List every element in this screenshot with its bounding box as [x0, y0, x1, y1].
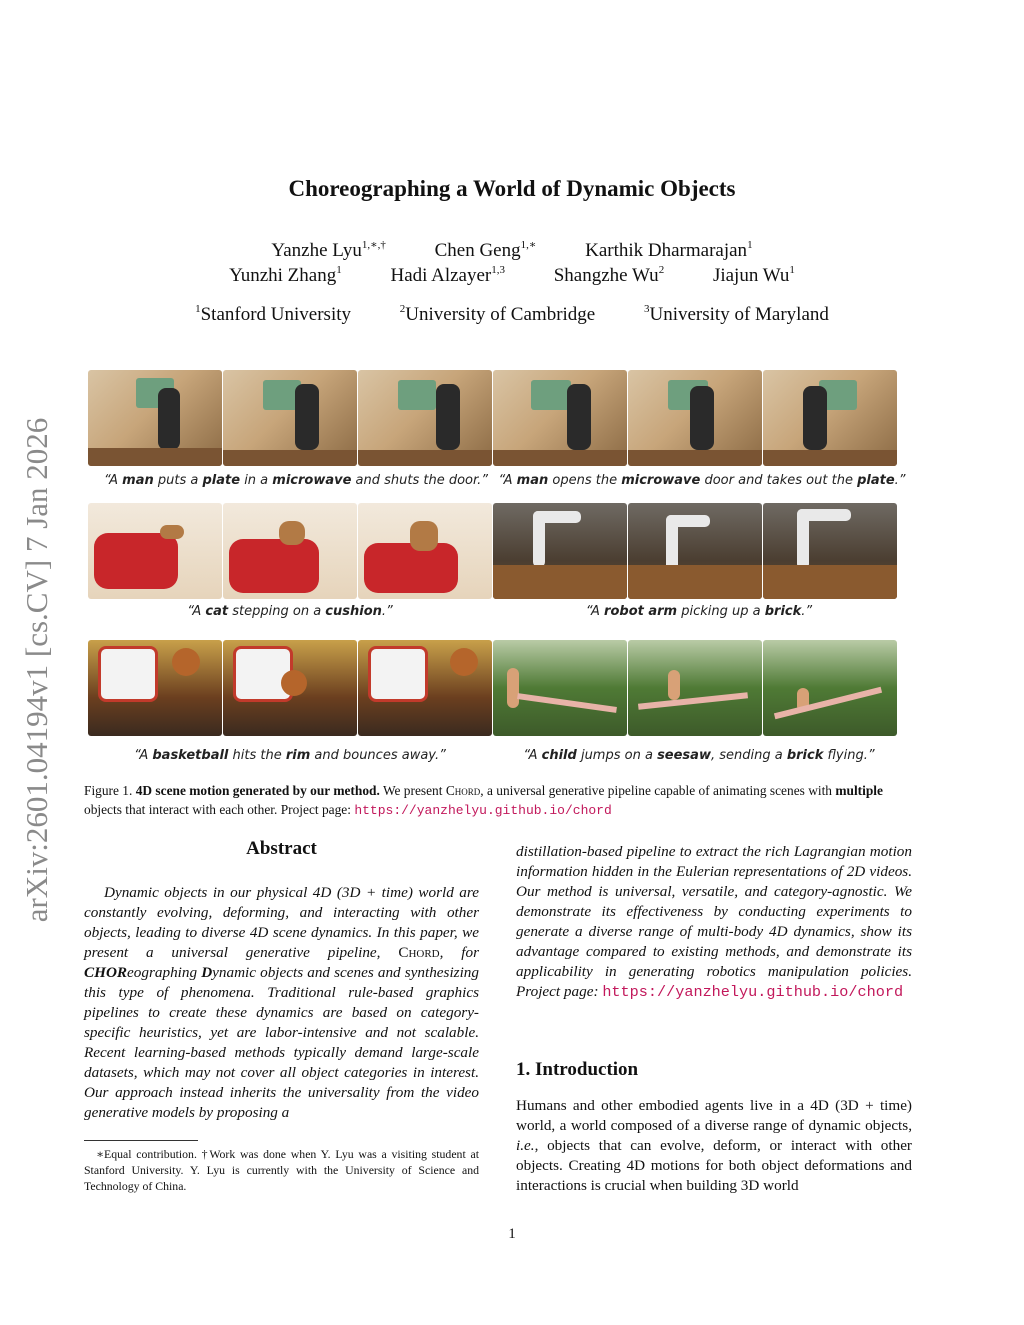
authors-row-2	[0, 265, 1024, 287]
microwave-frame	[493, 370, 627, 466]
author: Yunzhi Zhang$^1$	[229, 264, 342, 286]
microwave-frame	[88, 370, 222, 466]
abstract-text: Dynamic objects in our physical 4D (3D + time) world are constantly evolving, deforming, and interacting with other objects, leading to diverse 4D scene dynamics. In this paper, we present a universal generative pipeline, Chord, for CHOReographing Dynamic objects and scenes and synthesizing this type of phenomena. Traditional rule-based graphics pipelines to create these dynamics are based on category-specific heuristics, yet are labor-intensive and not scalable. Recent learning-based methods typically demand large-scale datasets, which may not cover all object categories in interest. Our approach instead inherits the universality from the video generative models by proposing a	[84, 884, 479, 1121]
caption-seesaw: “A child jumps on a seesaw, sending a brick flying.”	[523, 748, 875, 763]
author: Karthik Dharmarajan$^1$	[585, 239, 753, 261]
affiliations: $^1$Stanford University $^2$University of Cambridge $^3$University of Maryland	[195, 303, 829, 325]
caption-basketball: “A basketball hits the rim and bounces away.”	[134, 748, 446, 763]
introduction-text: Humans and other embodied agents live in a 4D (3D + time) world, a world composed of a diverse range of dynamic objects, i.e., objects that can evolve, deform, or interact with other objects. Creating 4D motions for both object deformations and interactions is crucial when building 3D world	[516, 1097, 912, 1194]
paper-title: Choreographing a World of Dynamic Objects	[288, 176, 736, 201]
arxiv-identifier: arXiv:2601.04194v1 [cs.CV] 7 Jan 2026	[19, 417, 54, 923]
figure-row-microwave	[88, 370, 897, 466]
microwave-frame	[358, 370, 492, 466]
figure-row-cat-robot	[88, 503, 897, 599]
page-number: 1	[508, 1226, 516, 1242]
basketball-frame	[88, 640, 222, 736]
author: Jiajun Wu$^1$	[712, 264, 795, 286]
seesaw-frame	[493, 640, 627, 736]
author: Shangzhe Wu$^2$	[553, 264, 665, 286]
cat-frame	[358, 503, 492, 599]
abstract-text-continued: distillation-based pipeline to extract the rich Lagrangian motion information hidden in the Eulerian representations of 2D videos. Our method is universal, versatile, and category-agnostic. We demonstrate its effectiveness by conducting experiments to generate a diverse range of multi-body 4D dynamics, show its advantage compared to existing methods, and demonstrate its applicability in generating robotics manipulation policies. Project page: https://yanzhelyu.github.io/chord	[516, 843, 912, 1001]
caption-microwave-out: “A man opens the microwave door and takes out the plate.”	[498, 473, 906, 488]
basketball-frame	[223, 640, 357, 736]
seesaw-frame	[628, 640, 762, 736]
author: Hadi Alzayer$^{1,3}$	[390, 264, 505, 286]
robot-frame	[763, 503, 897, 599]
author: Yanzhe Lyu$^{1,∗,\dagger}$	[271, 239, 386, 261]
project-link-abstract[interactable]: https://yanzhelyu.github.io/chord	[602, 983, 904, 1001]
footnote-rule	[84, 1140, 198, 1141]
figure-1-caption: Figure 1. 4D scene motion generated by our method. We present Chord, a universal generative pipeline capable of animating scenes with multiple objects that interact with each other. Project page: https://yanzhelyu.github.io/chord	[84, 783, 883, 818]
footnote: ∗Equal contribution. †Work was done when Y. Lyu was a visiting student at Stanford University. Y. Lyu is currently with the University of Science and Technology of China.	[84, 1147, 479, 1193]
cat-frame	[223, 503, 357, 599]
microwave-frame	[223, 370, 357, 466]
microwave-frame	[763, 370, 897, 466]
project-link[interactable]: https://yanzhelyu.github.io/chord	[354, 803, 612, 818]
basketball-frame	[358, 640, 492, 736]
caption-microwave-in: “A man puts a plate in a microwave and shuts the door.”	[103, 473, 489, 488]
microwave-frame	[628, 370, 762, 466]
figure-row-basketball-seesaw	[88, 640, 897, 736]
cat-frame	[88, 503, 222, 599]
robot-frame	[628, 503, 762, 599]
caption-robot: “A robot arm picking up a brick.”	[585, 604, 813, 619]
robot-frame	[493, 503, 627, 599]
author: Chen Geng$^{1,∗}$	[434, 239, 537, 261]
abstract-heading: Abstract	[246, 838, 317, 859]
authors-row-1	[0, 240, 1024, 262]
caption-cat: “A cat stepping on a cushion.”	[187, 604, 393, 619]
seesaw-frame	[763, 640, 897, 736]
introduction-heading: 1. Introduction	[516, 1059, 639, 1080]
